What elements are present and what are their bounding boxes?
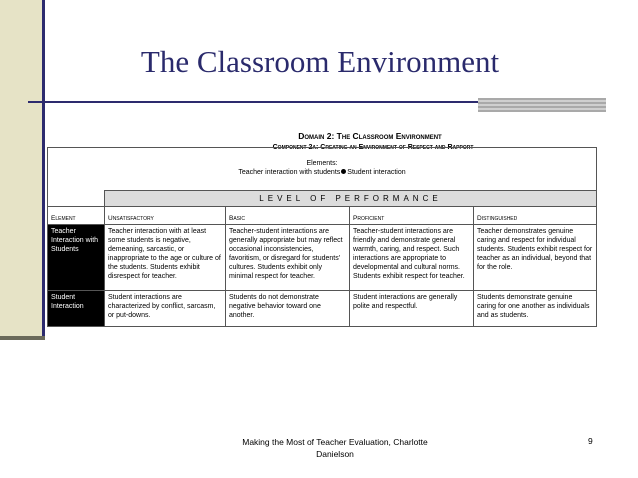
row-element: Teacher Interaction with Students: [48, 225, 104, 290]
element-b: Student interaction: [347, 169, 406, 177]
rubric-table: [47, 147, 597, 327]
title-underline-block: [478, 98, 606, 112]
page-number: 9: [588, 436, 593, 446]
cell-distinguished: Students demonstrate genuine caring for one another as individuals and as students.: [473, 291, 596, 326]
component-heading: Component 2a: Creating an Environment of Respect and Rapport: [272, 144, 474, 151]
table-row: [48, 224, 596, 290]
elements-list: [48, 168, 596, 177]
column-header-unsatisfactory: Unsatisfactory: [104, 207, 225, 225]
table-row: [48, 290, 596, 326]
cell-distinguished: Teacher demonstrates genuine caring and respect for individual students. Students exhibit respect for teacher as an individual, beyond that for the role.: [473, 225, 596, 290]
column-header-basic: Basic: [225, 207, 349, 225]
elements-box: [48, 148, 596, 190]
slide-footer: Making the Most of Teacher Evaluation, Charlotte Danielson: [242, 437, 428, 460]
element-a: Teacher interaction with students: [238, 169, 341, 177]
cell-unsatisfactory: Student interactions are characterized by conflict, sarcasm, or put-downs.: [104, 291, 225, 326]
slide-title: The Classroom Environment: [140, 44, 500, 79]
cell-basic: Teacher-student interactions are generally appropriate but may reflect occasional inconsistencies, favoritism, or disregard for students' cultures. Students exhibit only minimal respect for teacher.: [225, 225, 349, 290]
column-header-proficient: Proficient: [349, 207, 473, 225]
left-band-lower: [0, 338, 42, 478]
domain-heading: Domain 2: The Classroom Environment: [298, 131, 442, 141]
cell-unsatisfactory: Teacher interaction with at least some students is negative, demeaning, sarcastic, or inappropriate to the age or culture of the students. Students exhibit disrespect for teacher.: [104, 225, 225, 290]
left-accent-line: [42, 0, 45, 338]
column-header-element: Element: [51, 215, 76, 222]
column-header-distinguished: Distinguished: [473, 207, 596, 225]
left-bottom-rule: [0, 336, 45, 340]
cell-basic: Students do not demonstrate negative behavior toward one another.: [225, 291, 349, 326]
column-header-row: [48, 206, 596, 224]
row-element: Student Interaction: [48, 291, 104, 326]
elements-label: Elements:: [306, 160, 338, 167]
bullet-icon: [341, 169, 346, 174]
level-of-performance-banner: LEVEL OF PERFORMANCE: [104, 190, 596, 206]
cell-proficient: Student interactions are generally polite and respectful.: [349, 291, 473, 326]
cell-proficient: Teacher-student interactions are friendly and demonstrate general warmth, caring, and respect. Such interactions are appropriate to developmental and cultural norms. Students exhibit respect for teacher.: [349, 225, 473, 290]
